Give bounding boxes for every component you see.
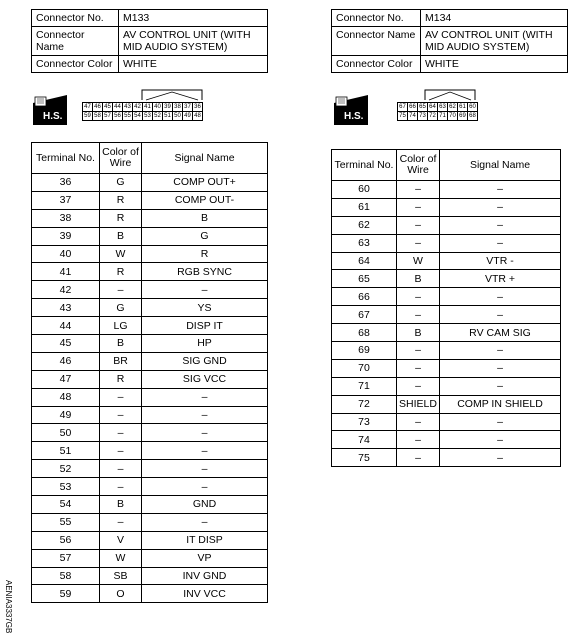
wire-color-cell: – (100, 478, 142, 496)
terminal-no-cell: 61 (332, 198, 397, 216)
pin-cell: 39 (164, 104, 171, 110)
wire-color-cell: B (100, 496, 142, 514)
figure-id: AENIA3337GB (4, 580, 13, 634)
wire-color-cell: B (100, 227, 142, 245)
wire-color-cell: – (397, 288, 440, 306)
terminal-no-cell: 36 (32, 174, 100, 192)
wire-color-cell: – (397, 431, 440, 449)
terminal-no-cell: 65 (332, 270, 397, 288)
wire-color-cell: R (100, 209, 142, 227)
table-row (332, 234, 561, 252)
pin-cell: 53 (144, 113, 151, 119)
signal-name-cell: – (440, 413, 561, 431)
table-row (32, 263, 268, 281)
table-row (32, 335, 268, 353)
table-row (32, 442, 268, 460)
wire-color-cell: LG (100, 317, 142, 335)
wire-color-cell: V (100, 531, 142, 549)
table-row (332, 270, 561, 288)
pin-cell: 38 (174, 104, 181, 110)
wire-color-cell: B (100, 335, 142, 353)
wire-color-cell: W (100, 549, 142, 567)
terminal-no-cell: 54 (32, 496, 100, 514)
wire-color-cell: R (100, 191, 142, 209)
pin-cell: 46 (94, 104, 101, 110)
signal-name-cell: – (440, 359, 561, 377)
wire-color-cell: SHIELD (397, 395, 440, 413)
terminal-no-cell: 73 (332, 413, 397, 431)
terminal-no-cell: 67 (332, 306, 397, 324)
table-row (332, 449, 561, 467)
terminal-no-cell: 52 (32, 460, 100, 478)
terminal-no-cell: 51 (32, 442, 100, 460)
pin-cell: 51 (164, 113, 171, 119)
signal-name-cell: INV VCC (142, 585, 268, 603)
signal-name-cell: YS (142, 299, 268, 317)
connector-name-value: AV CONTROL UNIT (WITH MID AUDIO SYSTEM) (421, 27, 568, 56)
terminal-no-cell: 75 (332, 449, 397, 467)
terminal-no-cell: 56 (32, 531, 100, 549)
pin-cell: 62 (449, 104, 456, 110)
terminal-no-cell: 42 (32, 281, 100, 299)
terminal-no-cell: 74 (332, 431, 397, 449)
signal-name-cell: RV CAM SIG (440, 324, 561, 342)
terminal-no-header: Terminal No. (32, 143, 100, 174)
pin-cell: 48 (194, 113, 201, 119)
signal-name-cell: GND (142, 496, 268, 514)
pin-cell: 59 (84, 113, 91, 119)
pin-cell: 71 (439, 113, 446, 119)
table-row (32, 567, 268, 585)
signal-name-cell: B (142, 209, 268, 227)
table-row (32, 531, 268, 549)
signal-name-header: Signal Name (142, 143, 268, 174)
wire-color-cell: – (397, 449, 440, 467)
table-row (32, 460, 268, 478)
terminal-no-cell: 48 (32, 388, 100, 406)
pin-cell: 43 (124, 104, 131, 110)
wire-color-cell: R (100, 263, 142, 281)
pin-cell: 54 (134, 113, 141, 119)
terminal-no-cell: 40 (32, 245, 100, 263)
table-row (332, 252, 561, 270)
pin-cell: 55 (124, 113, 131, 119)
signal-name-cell: – (142, 281, 268, 299)
pin-cell: 72 (429, 113, 436, 119)
terminal-no-cell: 66 (332, 288, 397, 306)
left-connector-diagram (80, 88, 264, 128)
signal-name-cell: – (142, 513, 268, 531)
signal-name-cell: – (440, 216, 561, 234)
pin-cell: 42 (134, 104, 141, 110)
pin-cell: 70 (449, 113, 456, 119)
table-row (332, 431, 561, 449)
terminal-no-cell: 47 (32, 370, 100, 388)
left-pin-grid (82, 102, 203, 121)
table-row (32, 424, 268, 442)
terminal-no-cell: 57 (32, 549, 100, 567)
hs-icon (33, 95, 67, 125)
signal-name-cell: VTR - (440, 252, 561, 270)
terminal-no-cell: 64 (332, 252, 397, 270)
signal-name-cell: – (440, 181, 561, 199)
connector-color-label: Connector Color (332, 56, 421, 73)
table-row (32, 209, 268, 227)
connector-no-label: Connector No. (32, 10, 119, 27)
signal-name-cell: – (440, 306, 561, 324)
pin-cell: 56 (114, 113, 121, 119)
terminal-no-cell: 62 (332, 216, 397, 234)
wire-color-cell: O (100, 585, 142, 603)
pin-cell: 40 (154, 104, 161, 110)
signal-name-cell: COMP OUT+ (142, 174, 268, 192)
pin-cell: 58 (94, 113, 101, 119)
signal-name-cell: VP (142, 549, 268, 567)
signal-name-cell: IT DISP (142, 531, 268, 549)
connector-color-label: Connector Color (32, 56, 119, 73)
signal-name-cell: RGB SYNC (142, 263, 268, 281)
signal-name-cell: – (142, 424, 268, 442)
wire-color-cell: – (100, 513, 142, 531)
right-terminal-table (331, 149, 561, 467)
wire-color-cell: – (397, 413, 440, 431)
terminal-no-cell: 38 (32, 209, 100, 227)
signal-name-cell: G (142, 227, 268, 245)
signal-name-cell: SIG GND (142, 352, 268, 370)
right-connector-info (331, 9, 568, 73)
wire-color-cell: R (100, 370, 142, 388)
connector-no-value: M134 (421, 10, 568, 27)
pin-cell: 57 (104, 113, 111, 119)
pin-cell: 69 (459, 113, 466, 119)
wire-color-cell: – (397, 377, 440, 395)
signal-name-cell: – (142, 478, 268, 496)
terminal-no-cell: 71 (332, 377, 397, 395)
hs-label: H.S. (344, 111, 364, 122)
table-row (32, 227, 268, 245)
signal-name-cell: DISP IT (142, 317, 268, 335)
signal-name-cell: – (440, 449, 561, 467)
table-row (32, 478, 268, 496)
table-row (332, 413, 561, 431)
terminal-no-cell: 39 (32, 227, 100, 245)
table-row (332, 342, 561, 360)
pin-cell: 60 (469, 104, 476, 110)
wire-color-cell: B (397, 270, 440, 288)
pin-cell: 64 (429, 104, 436, 110)
pin-cell: 66 (409, 104, 416, 110)
signal-name-cell: VTR + (440, 270, 561, 288)
wire-color-cell: G (100, 174, 142, 192)
table-row (32, 388, 268, 406)
table-row (32, 352, 268, 370)
signal-name-cell: – (142, 388, 268, 406)
table-row (32, 191, 268, 209)
terminal-no-header: Terminal No. (332, 150, 397, 181)
wire-color-cell: – (100, 281, 142, 299)
pin-cell: 52 (154, 113, 161, 119)
table-row (332, 216, 561, 234)
table-row (32, 406, 268, 424)
signal-name-cell: – (440, 342, 561, 360)
pin-cell: 36 (194, 104, 201, 110)
pin-cell: 50 (174, 113, 181, 119)
color-of-wire-header: Color of Wire (100, 143, 142, 174)
right-connector-diagram (395, 88, 505, 128)
table-row (332, 324, 561, 342)
connector-no-label: Connector No. (332, 10, 421, 27)
pin-cell: 75 (399, 113, 406, 119)
signal-name-cell: – (142, 442, 268, 460)
wire-color-cell: G (100, 299, 142, 317)
table-row (32, 281, 268, 299)
table-row (32, 370, 268, 388)
pin-cell: 61 (459, 104, 466, 110)
pin-cell: 65 (419, 104, 426, 110)
wire-color-cell: – (100, 442, 142, 460)
table-row (32, 317, 268, 335)
signal-name-cell: HP (142, 335, 268, 353)
wire-color-cell: – (100, 460, 142, 478)
wire-color-cell: – (397, 216, 440, 234)
table-row (32, 585, 268, 603)
wire-color-cell: – (397, 181, 440, 199)
connector-color-value: WHITE (119, 56, 268, 73)
signal-name-cell: – (440, 288, 561, 306)
signal-name-cell: – (440, 377, 561, 395)
terminal-no-cell: 53 (32, 478, 100, 496)
terminal-no-cell: 46 (32, 352, 100, 370)
wire-color-cell: – (397, 198, 440, 216)
terminal-no-cell: 44 (32, 317, 100, 335)
wire-color-cell: – (100, 406, 142, 424)
table-row (32, 299, 268, 317)
table-row (332, 306, 561, 324)
signal-name-cell: – (440, 234, 561, 252)
wire-color-cell: W (100, 245, 142, 263)
table-row (32, 549, 268, 567)
terminal-no-cell: 41 (32, 263, 100, 281)
pin-cell: 41 (144, 104, 151, 110)
terminal-no-cell: 69 (332, 342, 397, 360)
wire-color-cell: – (397, 342, 440, 360)
table-row (332, 198, 561, 216)
terminal-no-cell: 63 (332, 234, 397, 252)
pin-cell: 67 (399, 104, 406, 110)
signal-name-cell: COMP OUT- (142, 191, 268, 209)
table-row (332, 181, 561, 199)
pin-cell: 63 (439, 104, 446, 110)
terminal-no-cell: 55 (32, 513, 100, 531)
terminal-no-cell: 70 (332, 359, 397, 377)
table-row (32, 174, 268, 192)
wire-color-cell: W (397, 252, 440, 270)
terminal-no-cell: 49 (32, 406, 100, 424)
table-row (32, 496, 268, 514)
wire-color-cell: SB (100, 567, 142, 585)
pin-cell: 44 (114, 104, 121, 110)
connector-name-label: Connector Name (332, 27, 421, 56)
right-pin-grid (397, 102, 478, 121)
signal-name-cell: – (142, 406, 268, 424)
terminal-no-cell: 58 (32, 567, 100, 585)
signal-name-cell: – (440, 431, 561, 449)
hs-icon (334, 95, 368, 125)
wire-color-cell: – (100, 388, 142, 406)
signal-name-cell: INV GND (142, 567, 268, 585)
hs-label: H.S. (43, 111, 63, 122)
terminal-no-cell: 45 (32, 335, 100, 353)
pin-cell: 49 (184, 113, 191, 119)
wire-color-cell: – (397, 234, 440, 252)
left-terminal-table (31, 142, 268, 603)
connector-color-value: WHITE (421, 56, 568, 73)
connector-no-value: M133 (119, 10, 268, 27)
wire-color-cell: BR (100, 352, 142, 370)
pin-cell: 37 (184, 104, 191, 110)
wire-color-cell: – (397, 306, 440, 324)
wire-color-cell: – (397, 359, 440, 377)
signal-name-cell: – (142, 460, 268, 478)
table-row (332, 377, 561, 395)
connector-name-value: AV CONTROL UNIT (WITH MID AUDIO SYSTEM) (119, 27, 268, 56)
signal-name-header: Signal Name (440, 150, 561, 181)
table-row (332, 288, 561, 306)
terminal-no-cell: 72 (332, 395, 397, 413)
pin-cell: 74 (409, 113, 416, 119)
signal-name-cell: SIG VCC (142, 370, 268, 388)
connector-name-label: Connector Name (32, 27, 119, 56)
terminal-no-cell: 60 (332, 181, 397, 199)
table-row (32, 245, 268, 263)
pin-cell: 45 (104, 104, 111, 110)
terminal-no-cell: 59 (32, 585, 100, 603)
pin-cell: 47 (84, 104, 91, 110)
signal-name-cell: COMP IN SHIELD (440, 395, 561, 413)
signal-name-cell: R (142, 245, 268, 263)
pin-cell: 68 (469, 113, 476, 119)
wire-color-cell: – (100, 424, 142, 442)
terminal-no-cell: 50 (32, 424, 100, 442)
table-row (32, 513, 268, 531)
wire-color-cell: B (397, 324, 440, 342)
left-connector-info (31, 9, 268, 73)
terminal-no-cell: 43 (32, 299, 100, 317)
terminal-no-cell: 37 (32, 191, 100, 209)
signal-name-cell: – (440, 198, 561, 216)
table-row (332, 395, 561, 413)
table-row (332, 359, 561, 377)
color-of-wire-header: Color of Wire (397, 150, 440, 181)
pin-cell: 73 (419, 113, 426, 119)
terminal-no-cell: 68 (332, 324, 397, 342)
